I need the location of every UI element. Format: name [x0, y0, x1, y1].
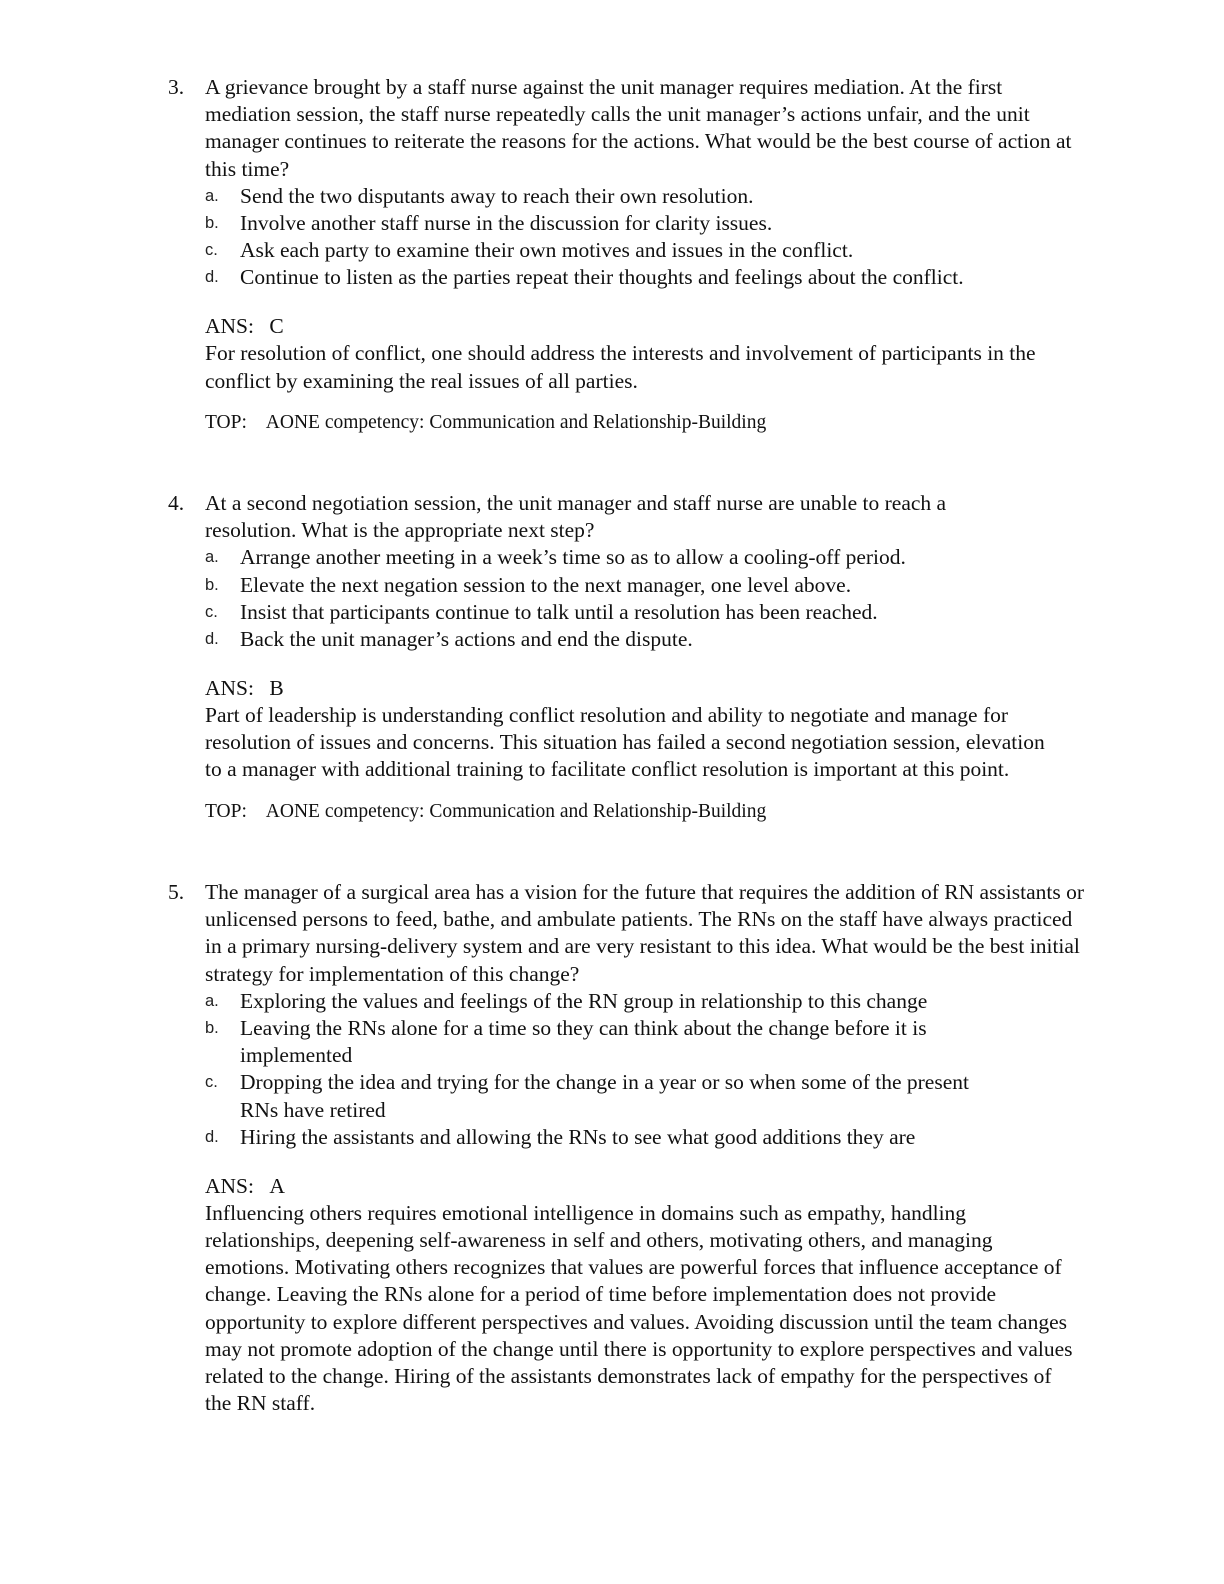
option-text: Elevate the next negation session to the next manager, one level above.: [240, 572, 852, 597]
answer-block: [205, 675, 1065, 784]
option-text: Leaving the RNs alone for a time so they can think about the change before it is implemented: [240, 1016, 927, 1068]
question-5: [168, 879, 1088, 1417]
option-text: Exploring the values and feelings of the RN group in relationship to this change: [240, 988, 928, 1013]
option-a: [205, 544, 1020, 571]
question-stem: A grievance brought by a staff nurse against the unit manager requires mediation. At the first mediation session, the staff nurse repeatedly calls the unit manager’s actions unfair, and the unit manager continues to reiterate the reasons for the actions. What would be the best course of action at this time?: [205, 75, 1072, 181]
option-d: [205, 1124, 1040, 1151]
question-3: [168, 74, 1088, 436]
rationale-text: Part of leadership is understanding conflict resolution and ability to negotiate and manage for resolution of issues and concerns. This situation has failed a second negotiation session, elevation to a manager with additional training to facilitate conflict resolution is important at this point.: [205, 702, 1045, 782]
question-number: 5.: [168, 880, 185, 904]
option-a: [205, 988, 1040, 1015]
question-number: 3.: [168, 75, 185, 99]
topic-label: TOP:: [205, 800, 247, 822]
rationale-text: For resolution of conflict, one should address the interests and involvement of participants in the conflict by examining the real issues of all parties.: [205, 341, 1036, 393]
question-stem: At a second negotiation session, the unit manager and staff nurse are unable to reach a resolution. What is the appropriate next step?: [205, 491, 947, 543]
answer-label: ANS:: [205, 675, 254, 700]
answer-block: [205, 1173, 1075, 1418]
topic-label: TOP:: [205, 411, 247, 433]
option-text: Continue to listen as the parties repeat their thoughts and feelings about the conflict.: [240, 265, 964, 290]
option-letter: b.: [205, 214, 219, 233]
option-b: [205, 210, 1020, 237]
answer-options: [205, 988, 1088, 1151]
topic-text: AONE competency: Communication and Relationship-Building: [265, 800, 767, 822]
option-letter: b.: [205, 575, 219, 594]
option-d: [205, 264, 970, 291]
option-c: [205, 599, 1020, 626]
answer-line: [205, 1173, 1075, 1200]
question-4: [168, 490, 1088, 825]
option-c: [205, 1069, 1000, 1123]
option-d: [205, 626, 1020, 653]
option-text: Arrange another meeting in a week’s time so as to allow a cooling-off period.: [240, 545, 906, 570]
rationale-text: Influencing others requires emotional intelligence in domains such as empathy, handling relationships, deepening self-awareness in self and others, motivating others, and managing emotions. Motivating others recognizes that values are powerful forces that influence acceptance of change. Leaving the RNs alone for a period of time before implementation does not provide opportunity to explore different perspectives and values. Avoiding discussion until the team changes may not promote adoption of the change until there is opportunity to explore perspectives and values related to the change. Hiring of the assistants demonstrates lack of empathy for the perspectives of the RN staff.: [205, 1200, 1073, 1416]
option-text: Hiring the assistants and allowing the RNs to see what good additions they are: [240, 1124, 916, 1149]
option-b: [205, 1015, 1020, 1069]
topic-line: [205, 798, 1088, 825]
answer-options: [205, 544, 1088, 653]
topic-line: [205, 409, 1088, 436]
option-b: [205, 572, 1020, 599]
option-letter: b.: [205, 1019, 219, 1038]
option-text: Send the two disputants away to reach their own resolution.: [240, 183, 754, 208]
option-letter: c.: [205, 1073, 218, 1092]
answer-label: ANS:: [205, 314, 254, 339]
option-c: [205, 237, 1020, 264]
answer-block: [205, 313, 1085, 395]
topic-text: AONE competency: Communication and Relationship-Building: [265, 411, 767, 433]
option-letter: d.: [205, 268, 219, 287]
question-stem: The manager of a surgical area has a vision for the future that requires the addition of RN assistants or unlicensed persons to feed, bathe, and ambulate patients. The RNs on the staff have always practiced in a primary nursing-delivery system and are very resistant to this idea. What would be the best initial strategy for implementation of this change?: [205, 880, 1085, 986]
answer-label: ANS:: [205, 1173, 254, 1198]
answer-line: [205, 313, 1085, 340]
question-number: 4.: [168, 491, 185, 515]
option-letter: c.: [205, 241, 218, 260]
option-text: Insist that participants continue to talk until a resolution has been reached.: [240, 599, 878, 624]
answer-letter: A: [269, 1173, 285, 1198]
option-text: Dropping the idea and trying for the change in a year or so when some of the present RNs have retired: [240, 1070, 969, 1122]
answer-letter: C: [269, 314, 284, 339]
option-letter: a.: [205, 548, 219, 567]
option-letter: d.: [205, 1127, 219, 1146]
option-text: Ask each party to examine their own motives and issues in the conflict.: [240, 238, 854, 263]
option-text: Involve another staff nurse in the discussion for clarity issues.: [240, 211, 773, 236]
option-letter: d.: [205, 630, 219, 649]
answer-options: [205, 183, 1088, 292]
answer-letter: B: [269, 675, 284, 700]
option-letter: a.: [205, 186, 219, 205]
option-letter: a.: [205, 991, 219, 1010]
answer-line: [205, 675, 1065, 702]
option-letter: c.: [205, 602, 218, 621]
option-a: [205, 183, 1020, 210]
option-text: Back the unit manager’s actions and end the dispute.: [240, 627, 693, 652]
